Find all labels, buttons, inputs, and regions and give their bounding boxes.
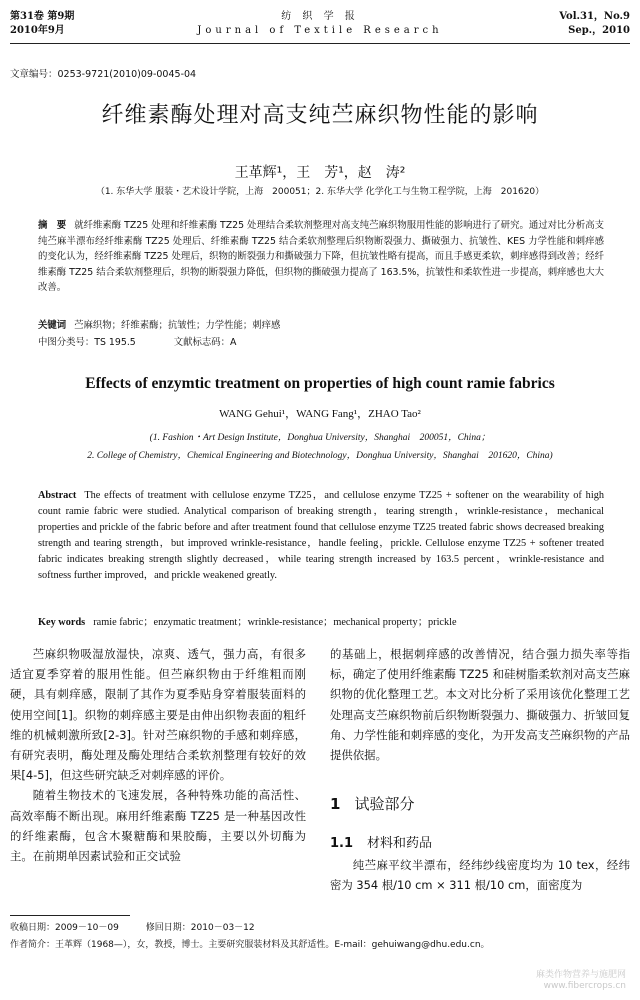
body-left-column [10,644,306,866]
running-header [10,10,630,40]
keywords-english [38,613,604,628]
subsection-title: 材料和药品 [367,836,433,851]
keywords-chinese-label: 关键词 [38,320,67,331]
keywords-chinese [38,318,604,333]
footnote-rule [10,915,130,916]
abstract-chinese-label: 摘 要 [38,220,67,231]
abstract-english-label: Abstract [38,490,77,501]
header-journal: 纺 织 学 报 Journal of Textile Research [197,11,443,36]
section-title: 试验部分 [354,795,415,813]
abstract-english [38,488,604,583]
section-heading-1 [330,793,414,814]
header-rule [10,43,630,44]
header-volume: 第31卷 第9期 2010年9月 [10,11,75,36]
article-number: 文章编号：0253-9721(2010)09-0045-04 [10,69,197,80]
keywords-english-label: Key words [38,617,86,628]
watermark-line-2: www.fibercrops.cn [543,981,626,991]
site-watermark [536,970,626,992]
classification-line [38,335,604,350]
affiliation-chinese: （1. 东华大学 服装・艺术设计学院，上海 200051；2. 东华大学 化学化工与生物工程学院，上海 201620） [95,187,545,197]
abstract-chinese-text: 就纤维素酶 TZ25 处理和纤维素酶 TZ25 处理结合柔软剂整理对高支纯苎麻织物服用性能的影响进行了研究。通过对比分析高支纯苎麻半漂布经纤维素酶 TZ25 处理后、纤维素酶 TZ25 结合柔软剂整理后织物断裂强力、撕破强力、抗皱性、KES 力学性能和刺痒感的变化认为，经纤维素酶 TZ25 处理后，织物的断裂强力和撕破强力下降，但抗皱性略有提高，而且手感更柔软，刺痒感得到改善；经纤维素酶 TZ25 结合柔软剂整理后，织物的断裂强力降低，但织物的撕破强力提高了 163.5%，抗皱性和柔软性进一步提高，刺痒感也大大改善。 [38,220,604,294]
authors-english: WANG Gehui¹，WANG Fang¹，ZHAO Tao² [219,408,421,420]
body-paragraph: 苎麻织物吸湿放湿快，凉爽、透气，强力高，有很多适宜夏季穿着的服用性能。但苎麻织物由于纤维粗而刚硬，具有刺痒感，限制了其作为夏季贴身穿着服装面料的使用空间[1]。织物的刺痒感主要是由伸出织物表面的粗纤维的机械刺激所致[2-3]。针对苎麻织物的手感和刺痒感，有研究表明，酶处理及酶处理结合柔软剂整理有较好的效果[4-5]，但这些研究缺乏对刺痒感的评价。 [10,647,306,783]
clc-label: 中图分类号： [38,337,95,348]
clc-value: TS 195.5 [94,337,136,348]
keywords-chinese-text: 苎麻织物；纤维素酶；抗皱性；力学性能；刺痒感 [74,320,281,331]
keywords-english-text: ramie fabric；enzymatic treatment；wrinkle-resistance；mechanical property；prickle [93,617,457,628]
footnote-received: 收稿日期：2009－10－09 修回日期：2010－03－12 [10,923,255,933]
section-number: 1 [330,795,341,813]
body-paragraph: 随着生物技术的飞速发展，各种特殊功能的高活性、高效率酶不断出现。麻用纤维素酶 TZ25 是一种基因改性的纤维素酶，包含木聚糖酶和果胶酶，主要以外切酶为主。在前期单因素试验和正交试验 [10,788,306,864]
body-paragraph: 纯苎麻平纹半漂布，经纬纱线密度均为 10 tex，经纬密为 354 根/10 cm × 311 根/10 cm，面密度为 [330,858,630,893]
body-right-column [330,644,630,765]
header-volume-en: Vol.31，No.9 Sep.，2010 [559,11,630,36]
watermark-line-1: 麻类作物营养与施肥网 [535,970,626,980]
title-chinese: 纤维素酶处理对高支纯苎麻织物性能的影响 [101,103,539,128]
affiliation-english-1: (1. Fashion・Art Design Institute，Donghua University，Shanghai 200051，China； [149,433,491,443]
affiliation-english-2: 2. College of Chemistry，Chemical Engineering and Biotechnology，Donghua University，Shanghai 201620，China) [87,451,553,461]
section-heading-1-1 [330,832,432,851]
title-english: Effects of enzymtic treatment on properties of high count ramie fabrics [85,375,555,392]
doc-code-label: 文献标志码： [173,337,231,348]
abstract-english-text: The effects of treatment with cellulose enzyme TZ25，and cellulose enzyme TZ25 + softener on the wearability of high count ramie fabric were studied. Analytical comparison of breaking strength，tearing strength，wrinkle-resistance，mechanical properties and prickle of the fabric before and after treatment found that cellulose enzyme TZ25 treated fabric shows decreased breaking strength and tearing strength，but improved wrinkle-resistance，handle feeling，prickle. Cellulose enzyme TZ25 + softener treated fabric indicates breaking strength slightly decreased，while tearing strength increased by 163.5 percent，wrinkle-resistance and softness further improved，and prickle weakened greatly. [38,490,604,581]
abstract-chinese [38,218,604,296]
subsection-number: 1.1 [330,836,354,851]
footnote-bio: 作者简介：王革辉（1968—），女，教授，博士。主要研究服装材料及其舒适性。E-mail：gehuiwang@dhu.edu.cn。 [10,940,490,950]
body-right-column-lower [330,855,630,895]
body-paragraph: 的基础上，根据刺痒感的改善情况，结合强力损失率等指标，确定了使用纤维素酶 TZ25 和硅树脂柔软剂对高支苎麻织物的优化整理工艺。本文对比分析了采用该优化整理工艺处理高支苎麻织物前后织物断裂强力、撕破强力、折皱回复角、力学性能和刺痒感的变化，为开发高支苎麻织物的产品提供依据。 [330,647,630,763]
doc-code-value: A [230,337,237,348]
authors-chinese: 王革辉¹，王 芳¹，赵 涛² [234,165,406,181]
